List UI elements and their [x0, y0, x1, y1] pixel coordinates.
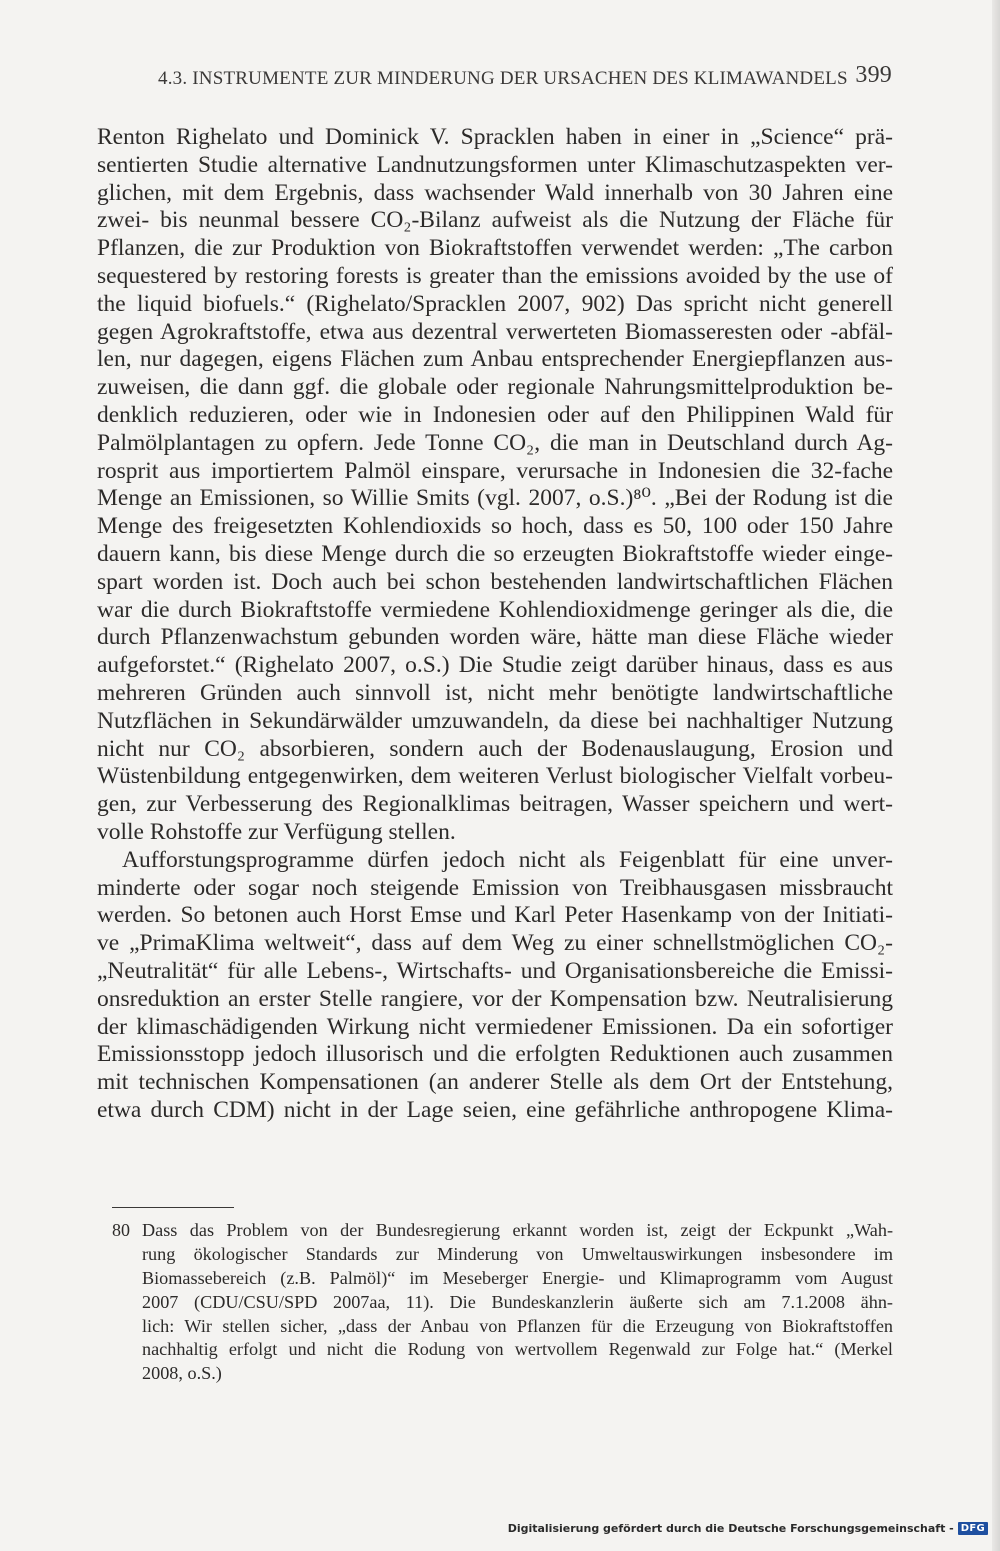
text-line: zwei- bis neunmal bessere CO₂-Bilanz aufweist als die Nutzung der Fläche für	[97, 207, 893, 234]
text-line: denklich reduzieren, oder wie in Indonesien oder auf den Philippinen Wald für	[97, 401, 893, 428]
paragraph	[97, 847, 893, 1125]
text-line: glichen, mit dem Ergebnis, dass wachsender Wald innerhalb von 30 Jahren eine	[97, 179, 893, 206]
text-line: len, nur dagegen, eigens Flächen zum Anbau entsprechender Energiepflanzen aus-	[97, 346, 893, 373]
dfg-logo-icon: DFG	[958, 1522, 988, 1535]
text-line: nicht nur CO₂ absorbieren, sondern auch der Bodenauslaugung, Erosion und	[97, 735, 893, 762]
digitization-credit	[508, 1518, 988, 1538]
running-header	[158, 62, 892, 94]
text-line: Menge an Emissionen, so Willie Smits (vgl. 2007, o.S.)⁸⁰. „Bei der Rodung ist die	[97, 485, 893, 512]
text-line: Renton Righelato und Dominick V. Spracklen haben in einer in „Science“ prä-	[97, 124, 893, 150]
page-number: 399	[855, 62, 892, 88]
text-line: zuweisen, die dann ggf. die globale oder regionale Nahrungsmittelproduktion be-	[97, 374, 893, 401]
text-line: gegen Agrokraftstoffe, etwa aus dezentral verwerteten Biomasseresten oder -abfäl-	[97, 318, 893, 345]
text-line: spart worden ist. Doch auch bei schon bestehenden landwirtschaftlichen Flächen	[97, 568, 893, 595]
text-line: Palmölplantagen zu opfern. Jede Tonne CO₂, die man in Deutschland durch Ag-	[97, 429, 893, 456]
paragraph	[97, 124, 893, 847]
text-line: minderte oder sogar noch steigende Emission von Treibhausgasen missbraucht	[97, 874, 893, 901]
text-line: dauern kann, bis diese Menge durch die so erzeugten Biokraftstoffe wieder einge-	[97, 540, 893, 567]
text-line: sentierten Studie alternative Landnutzungsformen unter Klimaschutzaspekten ver-	[97, 151, 893, 178]
text-line: volle Rohstoffe zur Verfügung stellen.	[97, 818, 456, 845]
footnote-line: Biomassebereich (z.B. Palmöl)“ im Meseberger Energie- und Klimaprogramm vom August	[142, 1267, 893, 1288]
footnote-number: 80	[112, 1220, 130, 1240]
text-line: mit technischen Kompensationen (an anderer Stelle als dem Ort der Entstehung,	[97, 1069, 893, 1096]
text-line: etwa durch CDM) nicht in der Lage seien, eine gefährliche anthropogene Klima-	[97, 1096, 893, 1123]
footnote-line: 2008, o.S.)	[142, 1363, 222, 1384]
footnote-line: rung ökologischer Standards zur Minderung von Umweltauswirkungen insbesondere im	[142, 1243, 893, 1264]
footnote-text	[142, 1219, 893, 1386]
text-line: ve „PrimaKlima weltweit“, dass auf dem Weg zu einer schnellstmöglichen CO₂-	[97, 930, 893, 957]
text-line: the liquid biofuels.“ (Righelato/Spracklen 2007, 902) Das spricht nicht generell	[97, 290, 893, 317]
text-line: der klimaschädigenden Wirkung nicht vermiedener Emissionen. Da ein sofortiger	[97, 1013, 893, 1040]
footnote-line: nachhaltig erfolgt und nicht die Rodung von wertvollem Regenwald zur Folge hat.“ (Merkel	[142, 1339, 893, 1360]
text-line: „Neutralität“ für alle Lebens-, Wirtschafts- und Organisationsbereiche die Emissi-	[97, 957, 893, 984]
text-line: Aufforstungsprogramme dürfen jedoch nicht als Feigenblatt für eine unver-	[122, 846, 893, 873]
text-line: war die durch Biokraftstoffe vermiedene Kohlendioxidmenge geringer als die, die	[97, 596, 893, 623]
text-line: werden. So betonen auch Horst Emse und Karl Peter Hasenkamp von der Initiati-	[97, 902, 893, 929]
text-line: Nutzflächen in Sekundärwälder umzuwandeln, da diese bei nachhaltiger Nutzung	[97, 707, 893, 734]
footnote-line: 2007 (CDU/CSU/SPD 2007aa, 11). Die Bundeskanzlerin äußerte sich am 7.1.2008 ähn-	[142, 1291, 893, 1312]
page-edge-shadow	[992, 0, 1000, 1551]
footnote-separator	[112, 1207, 234, 1208]
text-line: Wüstenbildung entgegenwirken, dem weiteren Verlust biologischer Vielfalt vorbeu-	[97, 763, 893, 790]
text-line: mehreren Gründen auch sinnvoll ist, nicht mehr benötigte landwirtschaftliche	[97, 679, 893, 706]
text-line: gen, zur Verbesserung des Regionalklimas beitragen, Wasser speichern und wert-	[97, 791, 893, 818]
text-line: rosprit aus importiertem Palmöl einspare, verursache in Indonesien die 32-fache	[97, 457, 893, 484]
running-title: 4.3. INSTRUMENTE ZUR MINDERUNG DER URSACHEN DES KLIMAWANDELS	[158, 68, 848, 89]
text-line: aufgeforstet.“ (Righelato 2007, o.S.) Die Studie zeigt darüber hinaus, dass es aus	[97, 652, 893, 679]
footnote-line: Dass das Problem von der Bundesregierung erkannt worden ist, zeigt der Eckpunkt „Wah-	[142, 1220, 893, 1240]
text-line: Menge des freigesetzten Kohlendioxids so hoch, dass es 50, 100 oder 150 Jahre	[97, 513, 893, 540]
text-line: onsreduktion an erster Stelle rangiere, vor der Kompensation bzw. Neutralisierung	[97, 985, 893, 1012]
text-line: durch Pflanzenwachstum gebunden worden wäre, hätte man diese Fläche wieder	[97, 624, 893, 651]
text-line: Pflanzen, die zur Produktion von Biokraftstoffen verwendet werden: „The carbon	[97, 235, 893, 262]
credit-text: Digitalisierung gefördert durch die Deutsche Forschungsgemeinschaft -	[507, 1521, 954, 1535]
main-text	[97, 124, 893, 1125]
text-line: Emissionsstopp jedoch illusorisch und die erfolgten Reduktionen auch zusammen	[97, 1041, 893, 1068]
footnote-line: lich: Wir stellen sicher, „dass der Anbau von Pflanzen für die Erzeugung von Biokraftstoffen	[142, 1315, 893, 1336]
text-line: sequestered by restoring forests is greater than the emissions avoided by the use of	[97, 262, 893, 289]
